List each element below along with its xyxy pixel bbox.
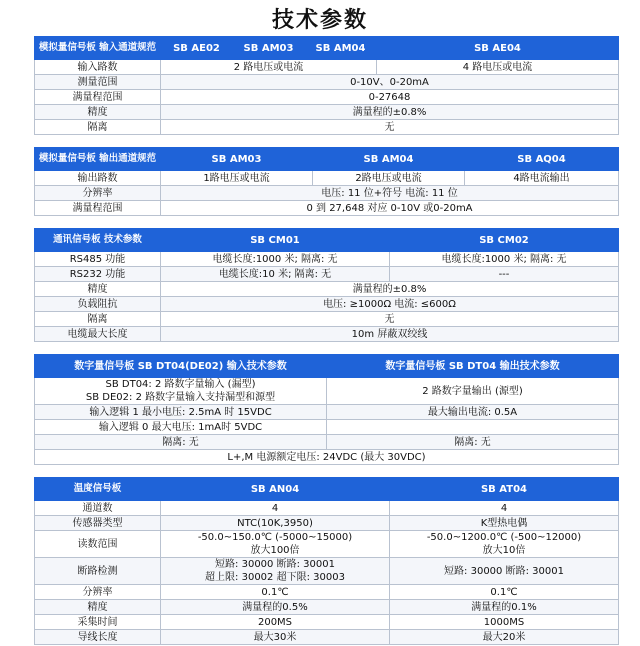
header-sb-ae02: SB AE02: [161, 37, 233, 60]
row-label: 测量范围: [35, 75, 161, 90]
analog-input-table: [34, 36, 619, 135]
row-label: 隔离: [35, 312, 161, 327]
cell-line: -50.0~1200.0℃ (-500~12000): [426, 532, 582, 543]
row-label: 精度: [35, 600, 161, 615]
cell: 0.1℃: [161, 585, 390, 600]
cell: 0-27648: [161, 90, 619, 105]
row-label: 负载阻抗: [35, 297, 161, 312]
cell: 最大20米: [390, 630, 619, 645]
row-label: 断路检测: [35, 558, 161, 585]
row-label: 满量程范围: [35, 90, 161, 105]
cell: NTC(10K,3950): [161, 516, 390, 531]
row-label: 分辨率: [35, 186, 161, 201]
cell: [390, 558, 619, 585]
cell: 0-10V、0-20mA: [161, 75, 619, 90]
cell: 4路电流输出: [465, 171, 619, 186]
cell: 满量程的±0.8%: [161, 282, 619, 297]
header-sb-cm01: SB CM01: [161, 229, 390, 252]
cell-line: 放大10倍: [482, 545, 526, 556]
row-label: 电缆最大长度: [35, 327, 161, 342]
row-label: RS485 功能: [35, 252, 161, 267]
header-sb-aq04: SB AQ04: [465, 148, 619, 171]
row-label: 分辨率: [35, 585, 161, 600]
cell: 2 路电压或电流: [161, 60, 377, 75]
row-label: 导线长度: [35, 630, 161, 645]
cell: [161, 558, 390, 585]
sb-de02-input-line: SB DE02: 2 路数字量输入支持漏型和源型: [85, 392, 276, 403]
cell: 4: [161, 501, 390, 516]
header-sb-am03: SB AM03: [161, 148, 313, 171]
cell: 输入逻辑 1 最小电压: 2.5mA 时 15VDC: [35, 405, 327, 420]
cell: 电缆长度:1000 米; 隔离: 无: [161, 252, 390, 267]
header-sb-at04: SB AT04: [390, 478, 619, 501]
cell-line: 短路: 30000 断路: 30001: [215, 559, 335, 570]
header-sb-am03: SB AM03: [233, 37, 305, 60]
cell-line: 放大100倍: [250, 545, 300, 556]
cell: K型热电偶: [390, 516, 619, 531]
cell: 1路电压或电流: [161, 171, 313, 186]
digital-input-spec: [35, 378, 327, 405]
cell: 电缆长度:10 米; 隔离: 无: [161, 267, 390, 282]
cell: 4 路电压或电流: [377, 60, 619, 75]
row-label: RS232 功能: [35, 267, 161, 282]
cell: 最大30米: [161, 630, 390, 645]
row-label: 输出路数: [35, 171, 161, 186]
header-sb-ae04: SB AE04: [377, 37, 619, 60]
cell: 无: [161, 312, 619, 327]
header-sb-am04: SB AM04: [313, 148, 465, 171]
sb-dt04-input-line: SB DT04: 2 路数字量输入 (漏型): [105, 379, 256, 390]
cell: 200MS: [161, 615, 390, 630]
cell: 2 路数字量输出 (源型): [327, 378, 619, 405]
page-title: 技术参数: [271, 8, 368, 33]
header-digital-input: 数字量信号板 SB DT04(DE02) 输入技术参数: [35, 355, 327, 378]
cell: 0.1℃: [390, 585, 619, 600]
cell-line: 短路: 30000 断路: 30001: [444, 565, 564, 577]
cell: 电压: 11 位+符号 电流: 11 位: [161, 186, 619, 201]
header-sb-am04: SB AM04: [305, 37, 377, 60]
row-label: 读数范围: [35, 531, 161, 558]
digital-io-table: [34, 354, 619, 465]
header-label: 模拟量信号板 输入通道规范: [35, 37, 161, 60]
cell: 10m 屏蔽双绞线: [161, 327, 619, 342]
header-digital-output: 数字量信号板 SB DT04 输出技术参数: [327, 355, 619, 378]
header-sb-cm02: SB CM02: [390, 229, 619, 252]
cell: 1000MS: [390, 615, 619, 630]
row-label: 通道数: [35, 501, 161, 516]
cell: L+,M 电源额定电压: 24VDC (最大 30VDC): [35, 450, 619, 465]
header-label: 温度信号板: [35, 478, 161, 501]
cell: 0 到 27,648 对应 0-10V 或0-20mA: [161, 201, 619, 216]
header-sb-an04: SB AN04: [161, 478, 390, 501]
cell: ---: [390, 267, 619, 282]
row-label: 精度: [35, 105, 161, 120]
cell: 隔离: 无: [327, 435, 619, 450]
cell: [161, 531, 390, 558]
cell-line: 超上限: 30002 超下限: 30003: [205, 572, 345, 583]
cell: 电压: ≥1000Ω 电流: ≤600Ω: [161, 297, 619, 312]
cell: 隔离: 无: [35, 435, 327, 450]
cell: [390, 531, 619, 558]
header-label: 通讯信号板 技术参数: [35, 229, 161, 252]
cell: [327, 420, 619, 435]
header-label: 模拟量信号板 输出通道规范: [35, 148, 161, 171]
cell: 最大输出电流: 0.5A: [327, 405, 619, 420]
cell: 输入逻辑 0 最大电压: 1mA时 5VDC: [35, 420, 327, 435]
cell: 2路电压或电流: [313, 171, 465, 186]
row-label: 精度: [35, 282, 161, 297]
cell: 满量程的0.1%: [390, 600, 619, 615]
analog-output-table: [34, 147, 619, 216]
temperature-table: [34, 477, 619, 645]
cell: 满量程的±0.8%: [161, 105, 619, 120]
cell-line: -50.0~150.0℃ (-5000~15000): [197, 532, 353, 543]
cell: 电缆长度:1000 米; 隔离: 无: [390, 252, 619, 267]
row-label: 隔离: [35, 120, 161, 135]
cell: 满量程的0.5%: [161, 600, 390, 615]
cell: 4: [390, 501, 619, 516]
row-label: 满量程范围: [35, 201, 161, 216]
row-label: 输入路数: [35, 60, 161, 75]
communication-table: [34, 228, 619, 342]
row-label: 传感器类型: [35, 516, 161, 531]
cell: 无: [161, 120, 619, 135]
row-label: 采集时间: [35, 615, 161, 630]
